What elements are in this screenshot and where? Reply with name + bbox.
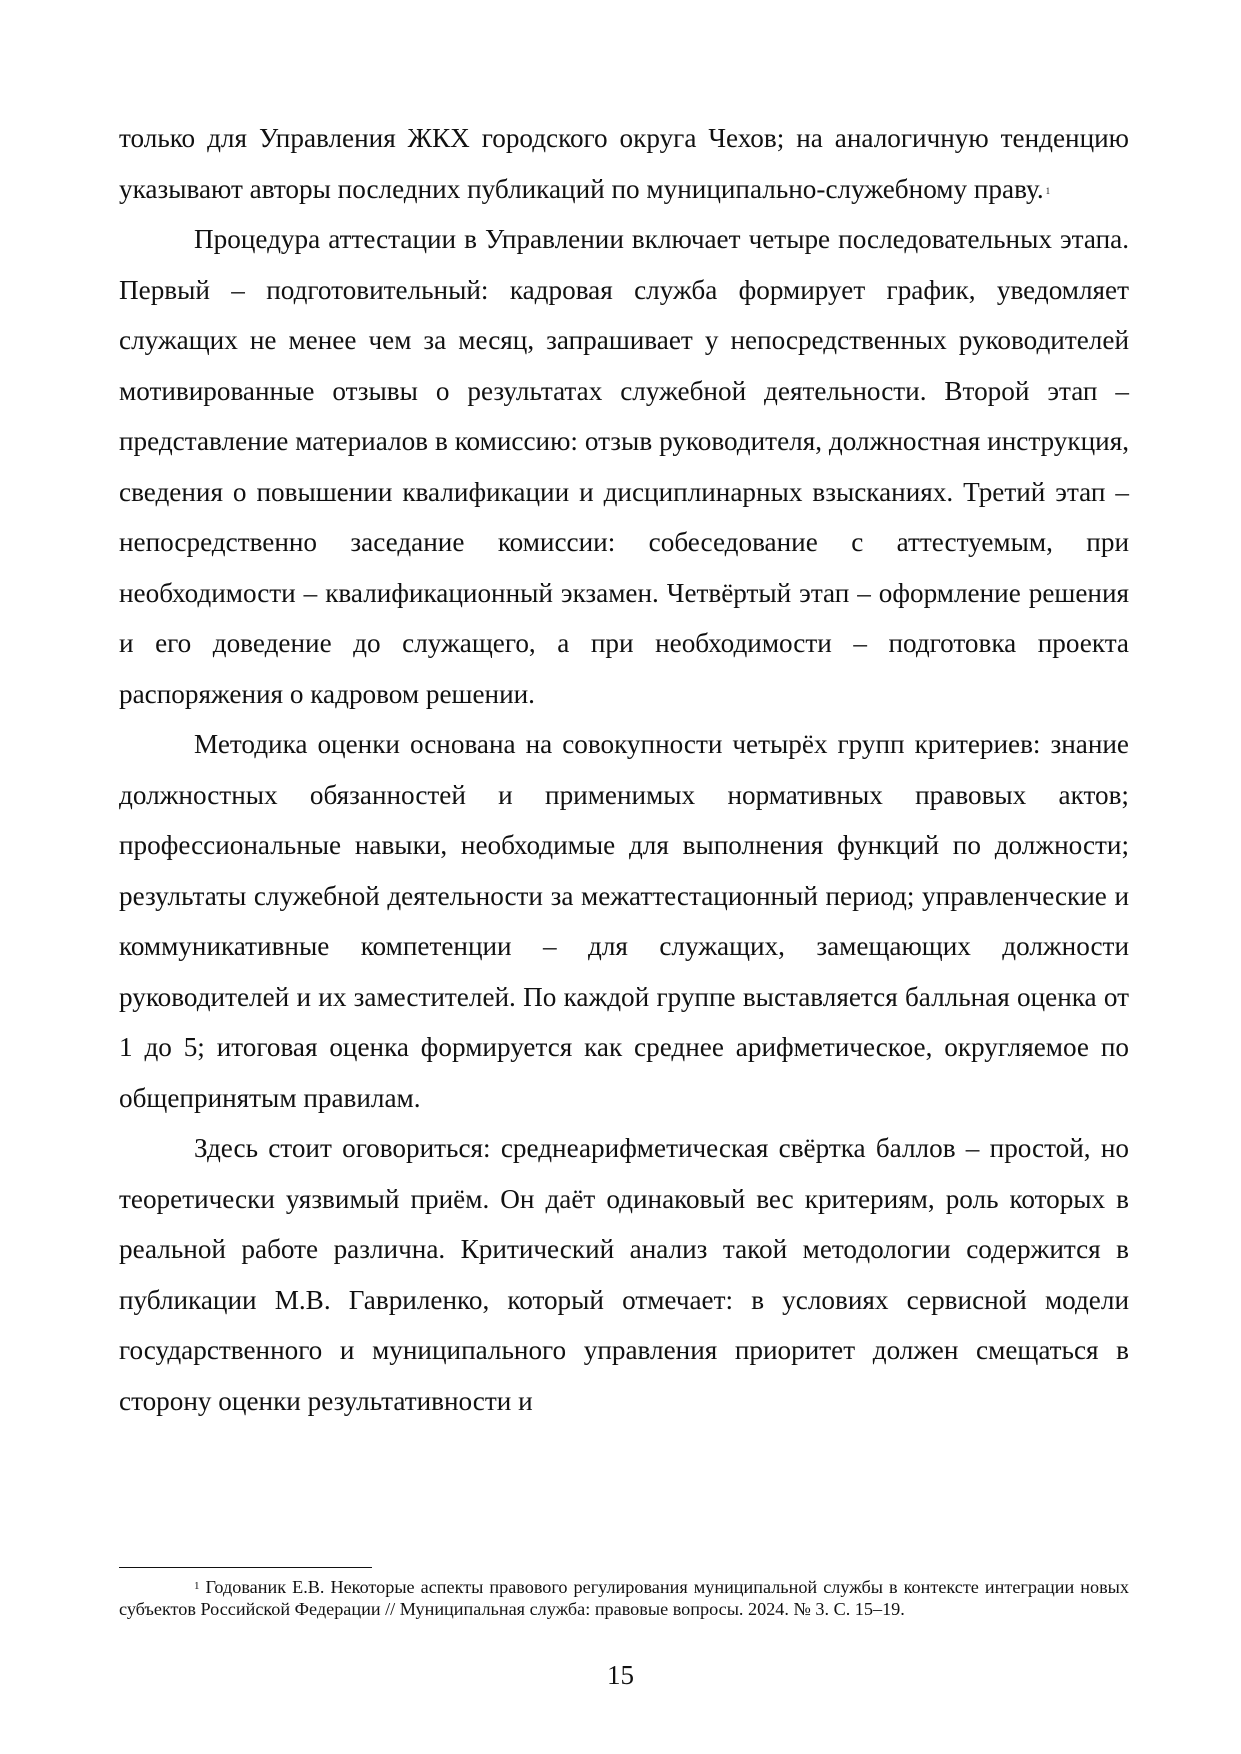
paragraph-text: только для Управления ЖКХ городского округа Чехов; на аналогичную тенденцию указывают авторы последних публикаций по муниципально-служебному праву. <box>119 123 1129 204</box>
footnote-mark: 1 <box>194 1580 200 1592</box>
paragraph-evaluation-method <box>119 719 1129 1123</box>
footnote-text: Годованик Е.В. Некоторые аспекты правового регулирования муниципальной службы в контексте интеграции новых субъектов Российской Федерации // Муниципальная служба: правовые вопросы. 2024. № 3. С. 15–19. <box>119 1577 1129 1619</box>
paragraph-attestation-procedure <box>119 214 1129 719</box>
body-text <box>119 113 1129 1426</box>
footnote <box>119 1576 1129 1620</box>
paragraph-continuation <box>119 113 1129 214</box>
paragraph-text: Процедура аттестации в Управлении включает четыре последовательных этапа. Первый – подготовительный: кадровая служба формирует график, уведомляет служащих не менее чем за месяц, запрашивает у непосредственных руководителей мотивированные отзывы о результатах служебной деятельности. Второй этап – представление материалов в комиссию: отзыв руководителя, должностная инструкция, сведения о повышении квалификации и дисциплинарных взысканиях. Третий этап – непосредственно заседание комиссии: собеседование с аттестуемым, при необходимости – квалификационный экзамен. Четвёртый этап – оформление решения и его доведение до служащего, а при необходимости – подготовка проекта распоряжения о кадровом решении. <box>119 224 1129 709</box>
page-number: 15 <box>607 1660 634 1690</box>
paragraph-text: Здесь стоит оговориться: среднеарифметическая свёртка баллов – простой, но теоретически уязвимый приём. Он даёт одинаковый вес критериям, роль которых в реальной работе различна. Критический анализ такой методологии содержится в публикации М.В. Гавриленко, который отмечает: в условиях сервисной модели государственного и муниципального управления приоритет должен смещаться в сторону оценки результативности и <box>119 1133 1129 1416</box>
paragraph-text: Методика оценки основана на совокупности четырёх групп критериев: знание должностных обязанностей и применимых нормативных правовых актов; профессиональные навыки, необходимые для выполнения функций по должности; результаты служебной деятельности за межаттестационный период; управленческие и коммуникативные компетенции – для служащих, замещающих должности руководителей и их заместителей. По каждой группе выставляется балльная оценка от 1 до 5; итоговая оценка формируется как среднее арифметическое, округляемое по общепринятым правилам. <box>119 729 1129 1113</box>
footnote-reference[interactable]: 1 <box>1045 185 1051 196</box>
footnote-separator <box>119 1567 372 1568</box>
paragraph-critique <box>119 1123 1129 1426</box>
